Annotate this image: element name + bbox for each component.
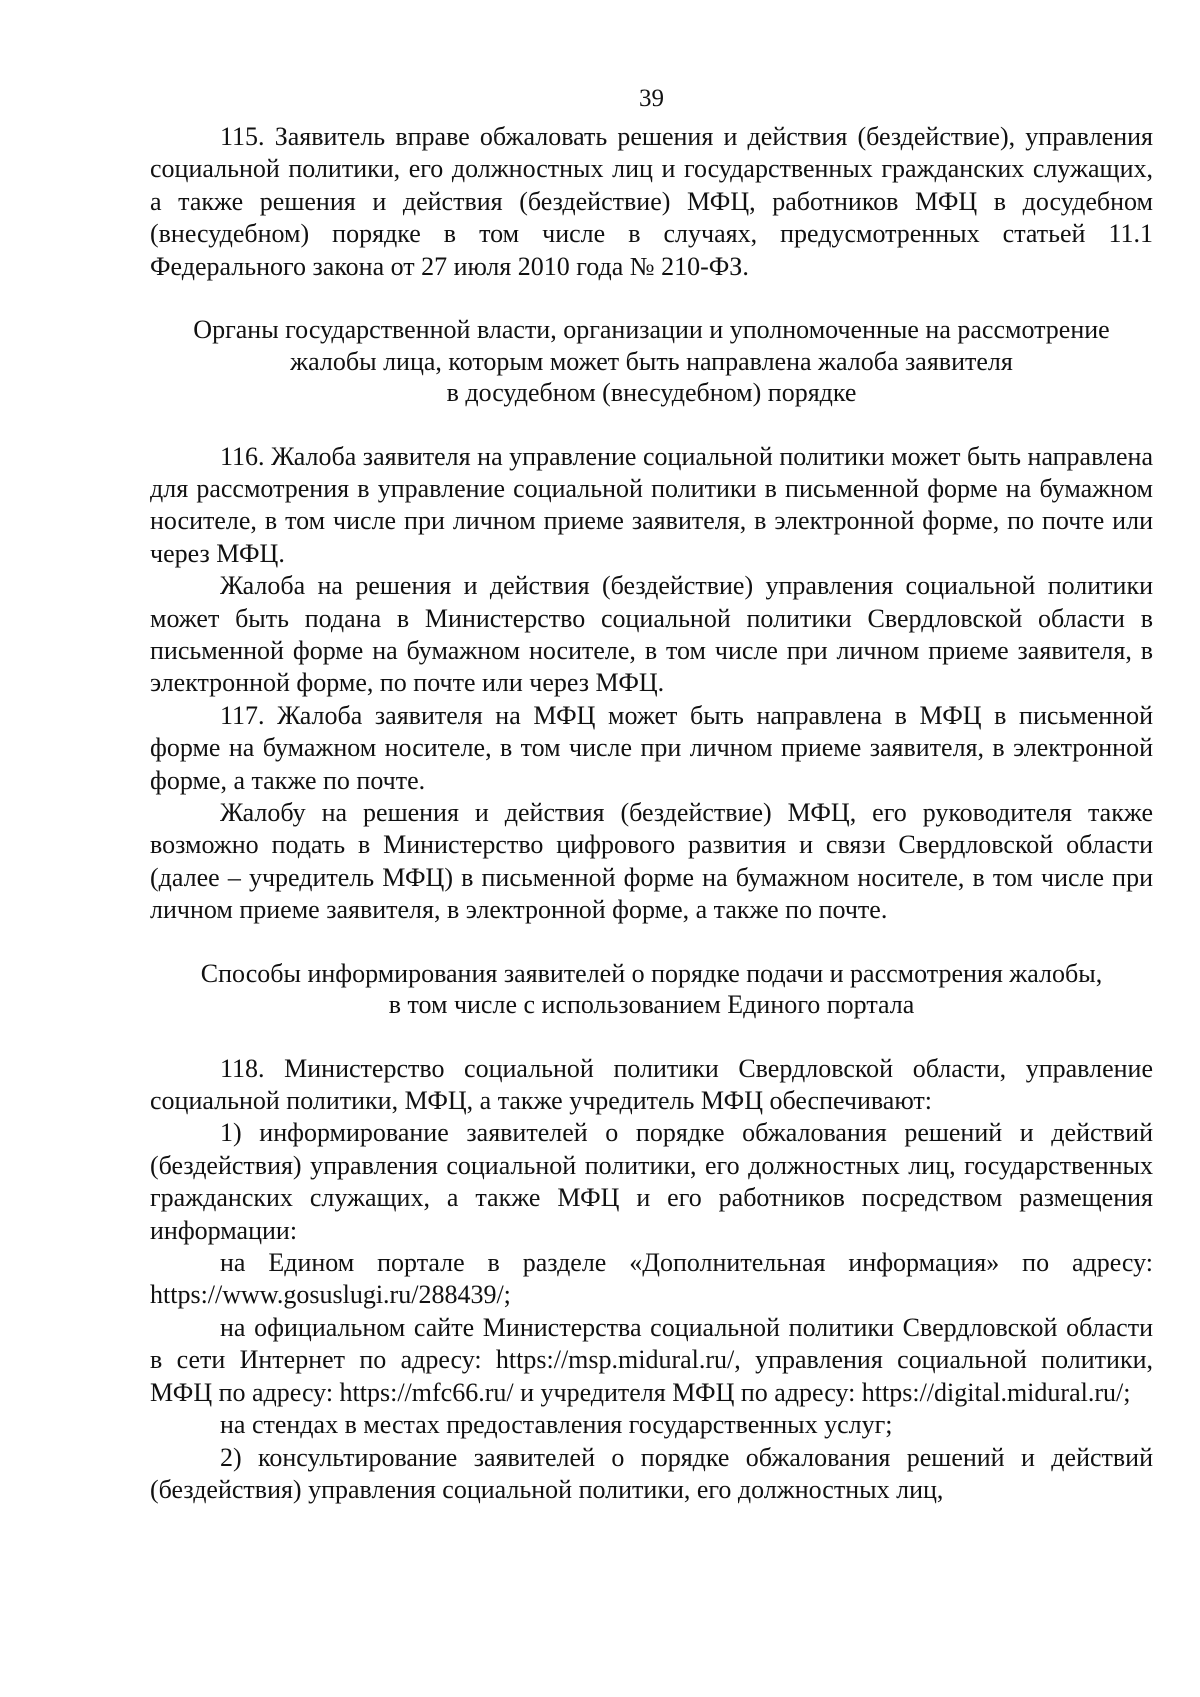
paragraph-117-continued: Жалобу на решения и действия (бездействие) МФЦ, его руководителя также возможно подать в Министерство цифрового развития и связи Свердловской области (далее – учредитель МФЦ) в письменной форме на бумажном носителе, в том числе при личном приеме заявителя, в электронной форме, а также по почте.: [150, 798, 1153, 925]
document-page: [150, 80, 1153, 1506]
heading-line: Способы информирования заявителей о порядке подачи и рассмотрения жалобы,: [200, 958, 1103, 988]
paragraph-118-item-1-websites: на официальном сайте Министерства социальной политики Свердловской области в сети Интернет по адресу: https://msp.midural.ru/, управления социальной политики, МФЦ по адресу: https://mfc66.ru/ и учредителя МФЦ по адресу: https://digital.midural.ru/;: [150, 1312, 1153, 1407]
paragraph-118-item-1-portal: на Едином портале в разделе «Дополнительная информация» по адресу: https://www.gosuslugi.ru/288439/;: [150, 1248, 1153, 1310]
heading-line: жалобы лица, которым может быть направлена жалоба заявителя: [290, 346, 1013, 376]
paragraph-118: 118. Министерство социальной политики Свердловской области, управление социальной политики, МФЦ, а также учредитель МФЦ обеспечивают:: [150, 1053, 1153, 1116]
heading-line: Органы государственной власти, организации и уполномоченные на рассмотрение: [193, 315, 1110, 345]
section-heading-complaint-bodies: [150, 314, 1153, 409]
paragraph-115: 115. Заявитель вправе обжаловать решения и действия (бездействие), управления социальной политики, его должностных лиц и государственных гражданских служащих, а также решения и действия (бездействие) МФЦ, работников МФЦ в досудебном (внесудебном) порядке в том числе в случаях, предусмотренных статьей 11.1 Федерального закона от 27 июля 2010 года № 210-ФЗ.: [150, 122, 1153, 281]
paragraph-118-item-2: 2) консультирование заявителей о порядке обжалования решений и действий (бездействия) управления социальной политики, его должностных лиц,: [150, 1442, 1153, 1504]
heading-line: в том числе с использованием Единого портала: [388, 990, 915, 1020]
page-number: 39: [639, 85, 664, 112]
paragraph-116-continued: Жалоба на решения и действия (бездействие) управления социальной политики может быть подана в Министерство социальной политики Свердловской области в письменной форме на бумажном носителе, в том числе при личном приеме заявителя, в электронной форме, по почте или через МФЦ.: [150, 571, 1153, 698]
heading-line: в досудебном (внесудебном) порядке: [446, 378, 857, 408]
paragraph-117: 117. Жалоба заявителя на МФЦ может быть направлена в МФЦ в письменной форме на бумажном носителе, в том числе при личном приеме заявителя, в электронной форме, а также по почте.: [150, 700, 1153, 795]
section-heading-informing-methods: [150, 958, 1153, 1021]
paragraph-116: 116. Жалоба заявителя на управление социальной политики может быть направлена для рассмотрения в управление социальной политики в письменной форме на бумажном носителе, в том числе при личном приеме заявителя, в электронной форме, по почте или через МФЦ.: [150, 441, 1153, 568]
paragraph-118-item-1-stands: на стендах в местах предоставления государственных услуг;: [220, 1410, 893, 1440]
paragraph-118-item-1: 1) информирование заявителей о порядке обжалования решений и действий (бездействия) управления социальной политики, его должностных лиц, государственных гражданских служащих, а также МФЦ и его работников посредством размещения информации:: [150, 1118, 1153, 1245]
